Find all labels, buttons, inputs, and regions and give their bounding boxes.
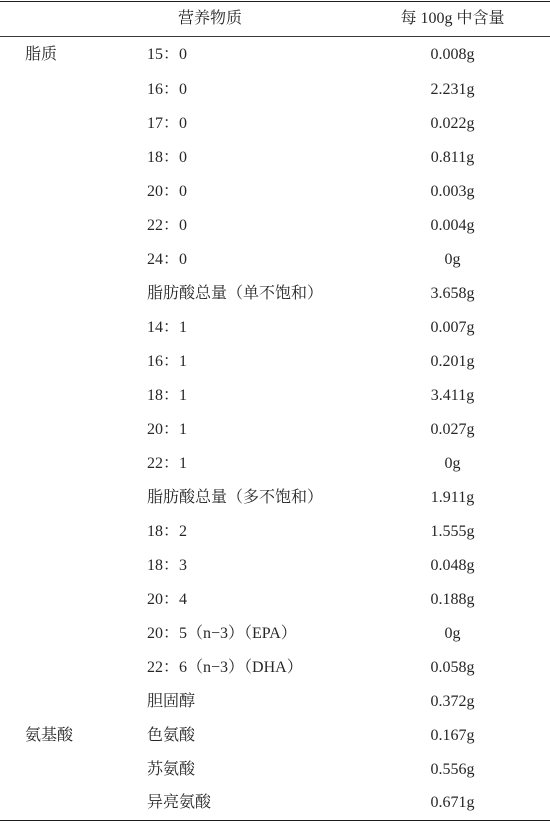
nutrient-value: 0.048g [430, 556, 475, 574]
nutrient-value: 0.556g [430, 760, 475, 778]
table-row [0, 515, 550, 549]
table-row [0, 583, 550, 617]
nutrient-name: 脂肪酸总量（单不饱和） [147, 284, 324, 302]
category-cell [0, 311, 140, 345]
category-cell [0, 685, 140, 719]
nutrient-value: 0.027g [430, 420, 475, 438]
nutrient-name: 20：4 [147, 590, 188, 608]
category-cell [0, 787, 140, 821]
table-row [0, 787, 550, 821]
nutrient-value: 0.007g [430, 318, 475, 336]
category-cell [0, 277, 140, 311]
nutrient-name: 18：1 [147, 386, 188, 404]
nutrient-value: 0.004g [430, 216, 475, 234]
table-row [0, 311, 550, 345]
category-cell [0, 345, 140, 379]
category-cell [0, 141, 140, 175]
nutrient-name: 20：5（n−3）（EPA） [147, 624, 297, 642]
category-cell [0, 379, 140, 413]
nutrient-value: 0.022g [430, 114, 475, 132]
category-cell [0, 243, 140, 277]
table-row [0, 651, 550, 685]
nutrient-value: 0.003g [430, 182, 475, 200]
column-header-category [0, 2, 140, 37]
category-cell [0, 175, 140, 209]
nutrient-name: 14：1 [147, 318, 188, 336]
nutrient-value: 0.372g [430, 692, 475, 710]
nutrient-value: 2.231g [430, 80, 475, 98]
table-row [0, 447, 550, 481]
nutrient-name: 20：1 [147, 420, 188, 438]
nutrient-name: 18：2 [147, 522, 188, 540]
nutrient-value: 3.411g [430, 386, 475, 404]
category-cell [0, 753, 140, 787]
nutrient-value: 0g [444, 250, 461, 268]
category-cell [0, 209, 140, 243]
nutrient-value: 3.658g [430, 284, 475, 302]
nutrient-name: 22：0 [147, 216, 188, 234]
category-cell [0, 617, 140, 651]
category-cell: 脂质 [25, 45, 58, 63]
nutrient-value: 0.201g [430, 352, 475, 370]
table-row [0, 209, 550, 243]
category-cell [0, 651, 140, 685]
nutrient-name: 15：0 [147, 45, 188, 63]
nutrient-value: 0.188g [430, 590, 475, 608]
table-row [0, 141, 550, 175]
nutrient-name: 18：0 [147, 148, 188, 166]
category-cell [0, 413, 140, 447]
nutrient-value: 1.911g [430, 488, 475, 506]
nutrient-name: 异亮氨酸 [140, 787, 355, 821]
nutrient-value: 0g [444, 624, 461, 642]
category-cell [0, 515, 140, 549]
table-row [0, 413, 550, 447]
table-row [0, 617, 550, 651]
nutrient-name: 20：0 [147, 182, 188, 200]
nutrient-name: 色氨酸 [147, 726, 196, 744]
table-row [0, 175, 550, 209]
nutrient-name: 脂肪酸总量（多不饱和） [147, 488, 324, 506]
table-row [0, 481, 550, 515]
table-row [0, 107, 550, 141]
table-row [0, 719, 550, 753]
nutrient-name: 22：1 [147, 454, 188, 472]
table-row [0, 345, 550, 379]
nutrient-name: 24：0 [147, 250, 188, 268]
nutrient-name: 18：3 [147, 556, 188, 574]
nutrition-table [0, 1, 550, 821]
nutrient-value: 0g [444, 454, 461, 472]
nutrient-value: 0.811g [430, 148, 475, 166]
table-row [0, 549, 550, 583]
nutrient-value: 0.167g [430, 726, 475, 744]
column-header-amount: 每 100g 中含量 [355, 2, 550, 37]
nutrient-name: 苏氨酸 [147, 760, 196, 778]
header-row [0, 2, 550, 37]
table-row [0, 37, 550, 73]
nutrient-value: 0.058g [430, 658, 475, 676]
category-cell [0, 549, 140, 583]
category-cell [0, 447, 140, 481]
nutrient-name: 胆固醇 [147, 692, 196, 710]
nutrient-name: 16：0 [147, 80, 188, 98]
table-row [0, 685, 550, 719]
table-row [0, 277, 550, 311]
category-cell [0, 73, 140, 107]
table-row [0, 379, 550, 413]
nutrient-name: 16：1 [147, 352, 188, 370]
nutrient-value: 0.008g [430, 45, 475, 63]
nutrient-name: 17：0 [147, 114, 188, 132]
column-header-nutrient: 营养物质 [140, 2, 355, 37]
nutrient-value: 0.671g [355, 787, 550, 821]
nutrient-name: 22：6（n−3）（DHA） [147, 658, 303, 676]
table-row [0, 753, 550, 787]
table-row [0, 243, 550, 277]
nutrient-value: 1.555g [430, 522, 475, 540]
category-cell: 氨基酸 [25, 726, 74, 744]
category-cell [0, 481, 140, 515]
category-cell [0, 583, 140, 617]
table-row [0, 73, 550, 107]
category-cell [0, 107, 140, 141]
